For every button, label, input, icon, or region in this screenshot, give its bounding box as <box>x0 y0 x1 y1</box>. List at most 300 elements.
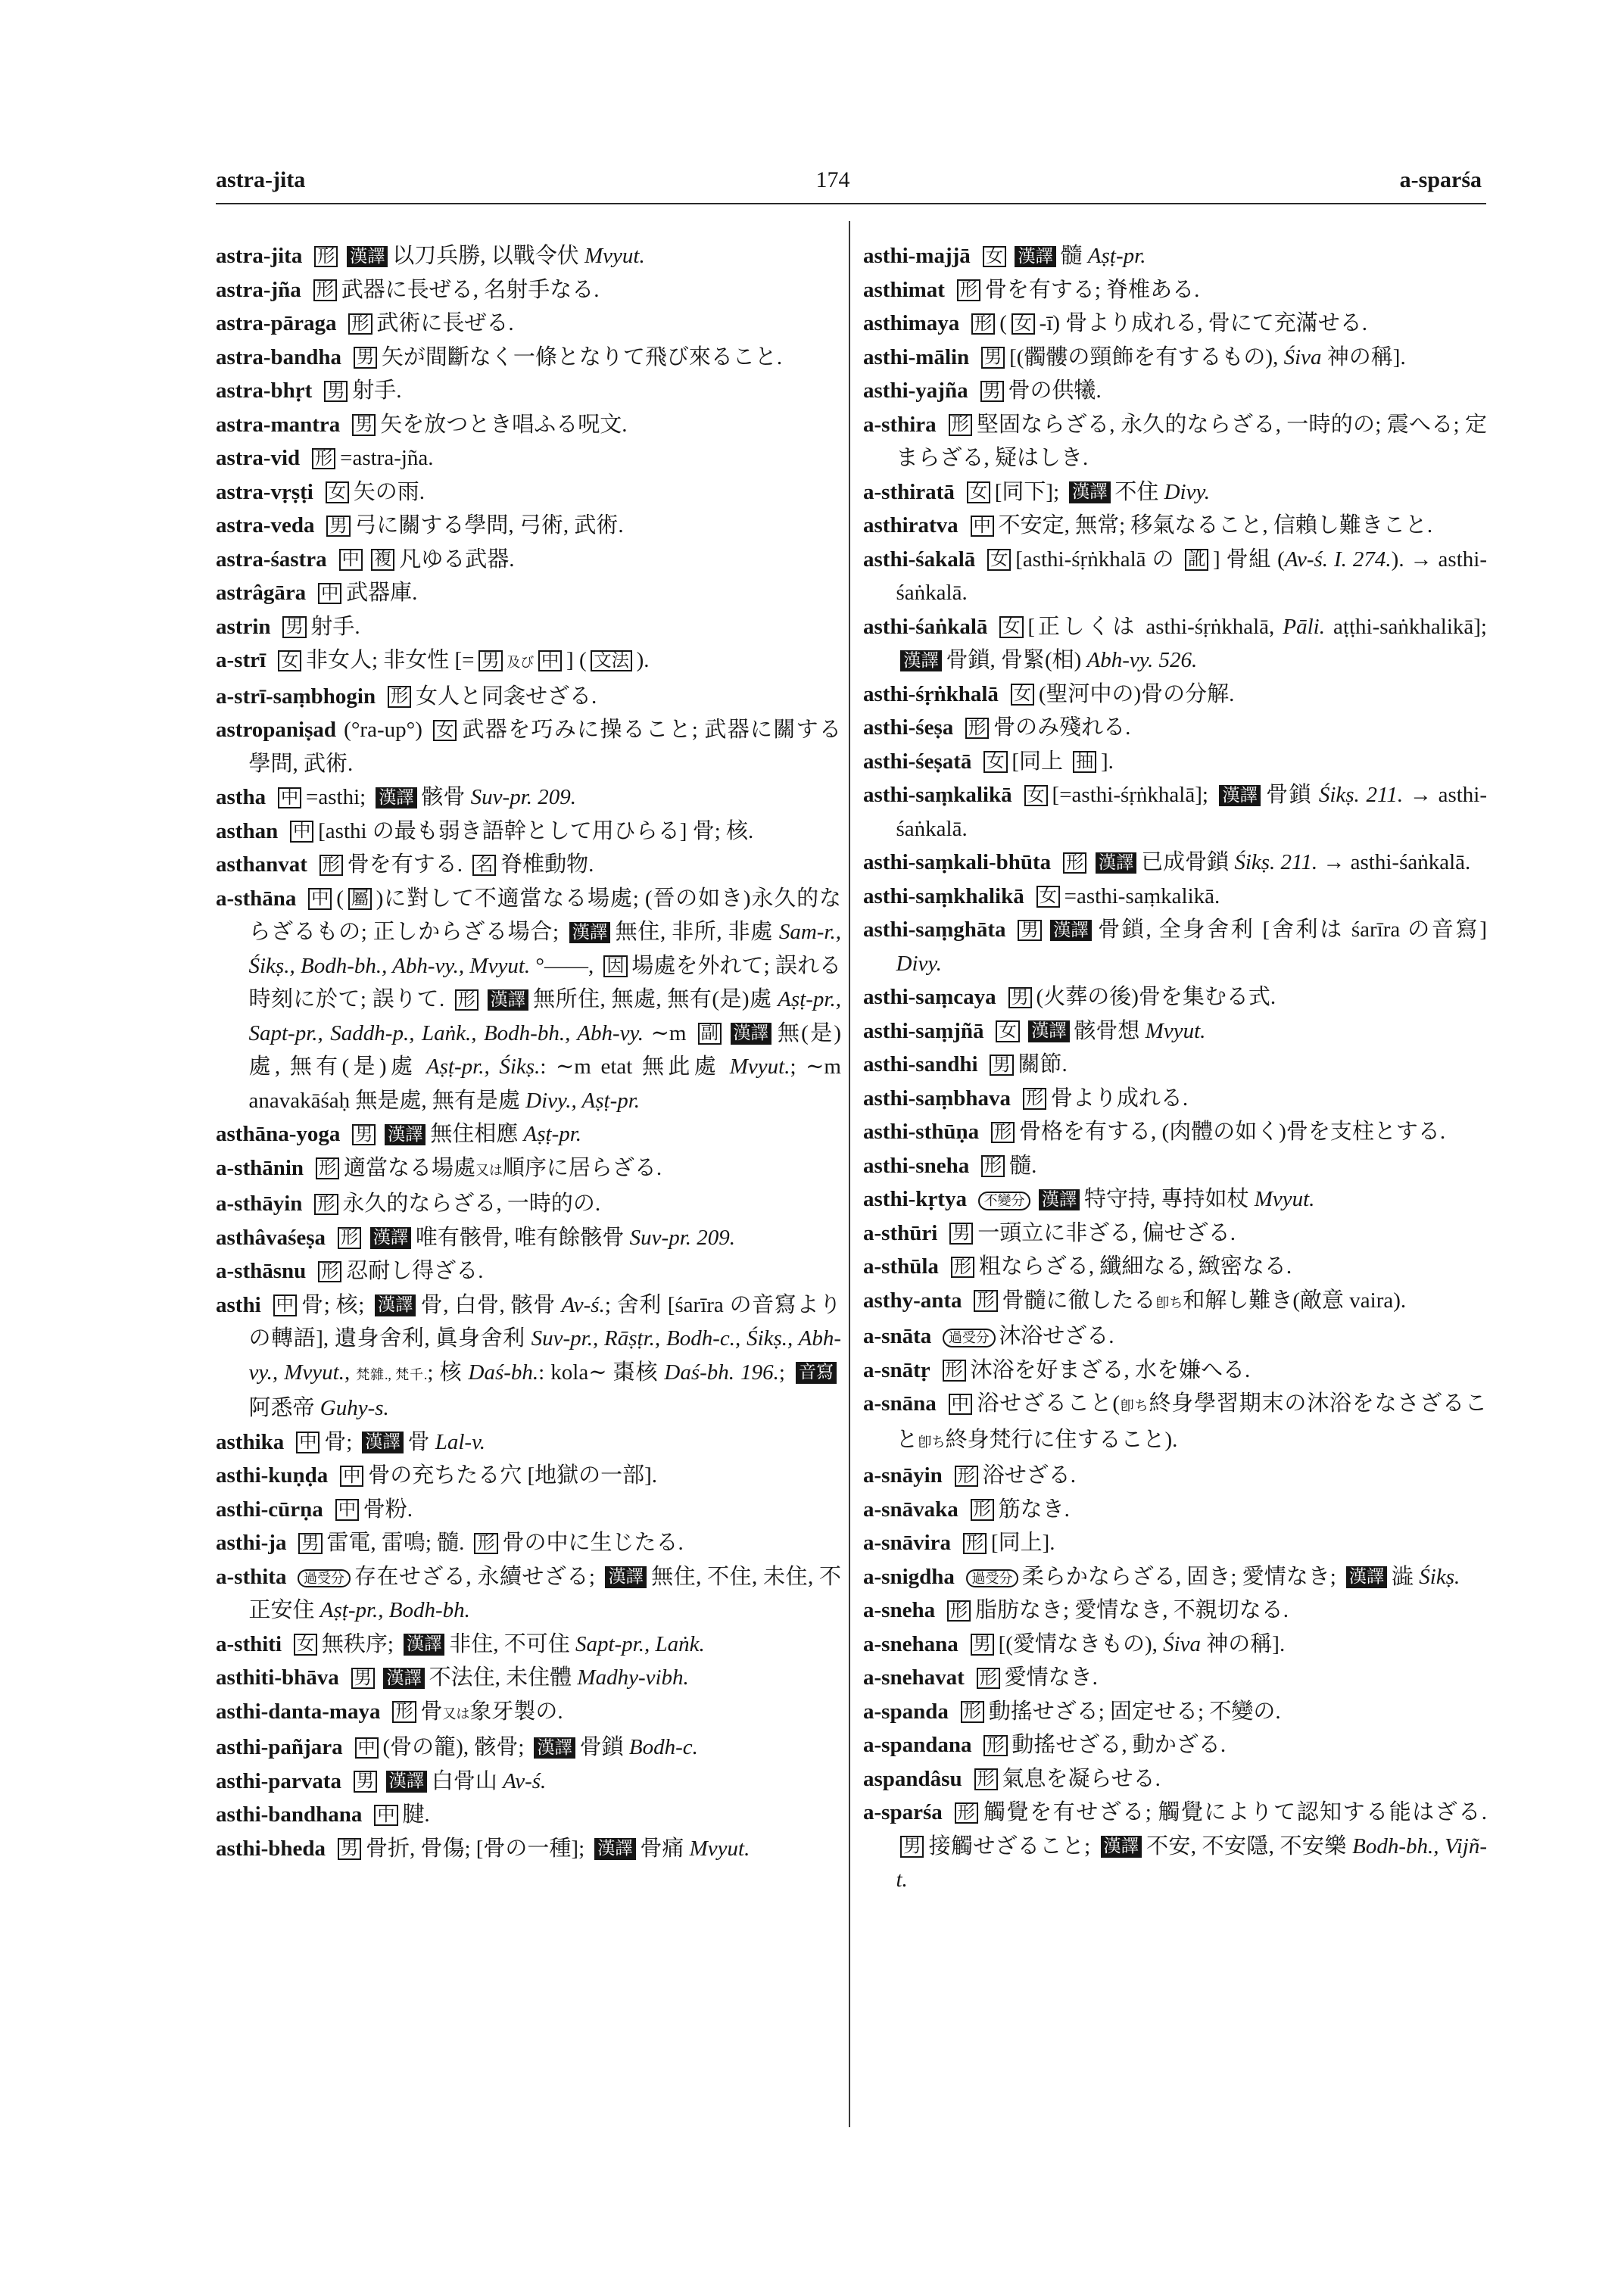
translation-tag: 音寫 <box>796 1362 837 1383</box>
grammar-tag: 因 <box>603 955 627 977</box>
headword: a-spandana <box>863 1733 972 1757</box>
source-citation: Śiva <box>1283 344 1322 369</box>
definition-text: 非住, 不可住 <box>449 1631 575 1656</box>
translation-tag: 漢譯 <box>1039 1189 1080 1210</box>
dictionary-entry <box>216 543 841 577</box>
definition-text: 不安, 不安隱, 不安樂 <box>1146 1833 1353 1858</box>
headword: astra-bandha <box>216 344 341 369</box>
source-citation: Bodh-bh., Vijñ-t. <box>896 1833 1487 1892</box>
grammar-tag: 女 <box>996 1020 1019 1042</box>
headword: a-spanda <box>863 1699 949 1724</box>
grammar-tag: 女 <box>326 481 349 503</box>
definition-text: 沐浴せざる. <box>999 1324 1114 1348</box>
source-citation: Sam-r., Śikṣ., Bodh-bh., Abh-vy., Mvyut. <box>248 920 841 978</box>
headword: asthi-saṃcaya <box>863 985 996 1009</box>
definition-text: 觸覺を有せざる; 觸覺によりて認知する能はざる. <box>982 1800 1487 1824</box>
translation-tag: 漢譯 <box>1101 1836 1142 1857</box>
definition-text: 筋なき. <box>998 1497 1070 1522</box>
headword: asthi-saṃkali-bhūta <box>863 850 1052 874</box>
definition-text: 接觸せざること; <box>928 1833 1096 1858</box>
source-citation: Av-ś. I. 274. <box>1284 547 1392 572</box>
dictionary-entry <box>863 980 1487 1014</box>
definition-text: 骨格を有する, (肉體の如く)骨を支柱とする. <box>1019 1120 1446 1144</box>
grammar-tag: 過受分 <box>943 1329 996 1347</box>
headword: asthāna-yoga <box>216 1122 341 1146</box>
grammar-tag: 男 <box>980 381 1004 402</box>
dictionary-entry <box>216 815 841 849</box>
headword: a-sparśa <box>863 1800 943 1824</box>
dictionary-entry <box>863 543 1487 610</box>
definition-text: 骨 <box>407 1429 435 1454</box>
dictionary-entry <box>863 307 1487 341</box>
headword: asthi-śakalā <box>863 547 976 572</box>
translation-tag: 漢譯 <box>404 1634 444 1655</box>
grammar-tag: 形 <box>348 313 372 335</box>
grammar-tag: 中 <box>340 1466 363 1487</box>
headword: asthi-kuṇḍa <box>216 1463 329 1488</box>
grammar-tag: 男 <box>298 1533 322 1554</box>
definition-text: 武器庫. <box>346 581 418 605</box>
definition-text: 骨鎖 <box>579 1735 629 1759</box>
definition-text: 骨 <box>420 1699 443 1724</box>
headword: asthiti-bhāva <box>216 1665 339 1690</box>
headword: asthi-saṃkhalikā <box>863 883 1024 908</box>
dictionary-entry <box>216 1425 841 1460</box>
grammar-tag: 男 <box>478 650 502 671</box>
definition-text: 不法住, 未住體 <box>429 1665 578 1690</box>
grammar-tag: 中 <box>296 1432 320 1453</box>
translation-tag: 漢譯 <box>1069 481 1110 503</box>
definition-text: 象牙製の. <box>469 1699 563 1724</box>
grammar-tag: 女 <box>294 1634 317 1655</box>
definition-text: °——, <box>530 953 600 978</box>
dictionary-entry <box>863 1014 1487 1048</box>
header-rule <box>216 203 1486 204</box>
dictionary-entry <box>216 341 841 375</box>
grammar-tag: 形 <box>981 1155 1005 1176</box>
dictionary-entry <box>216 1560 841 1628</box>
headword: astha <box>216 785 267 809</box>
definition-text: 骨鎖, 全身舍利 [舍利は śarīra の音寫] <box>1096 918 1487 942</box>
dictionary-entry <box>216 1151 841 1188</box>
dictionary-entry <box>216 1695 841 1731</box>
dictionary-entry <box>216 848 841 882</box>
grammar-tag: 訛 <box>1185 549 1208 570</box>
definition-text: [(髑髏の頸飾を有するもの), <box>1009 344 1284 369</box>
dictionary-entry <box>863 1493 1487 1527</box>
inline-note: 卽ち <box>1155 1294 1183 1310</box>
definition-text: 骨の中に生じたる. <box>502 1531 684 1555</box>
source-citation: Abh-vy. 526. <box>1086 648 1198 672</box>
definition-text: 矢を放つとき唱ふる呪文. <box>380 412 628 437</box>
dictionary-entry <box>216 1661 841 1695</box>
definition-text: 武術に長ぜる. <box>376 311 514 335</box>
definition-text: 特守持, 專持如杖 <box>1083 1187 1255 1211</box>
dictionary-entry <box>863 1048 1487 1082</box>
grammar-tag: 形 <box>955 1802 978 1824</box>
dictionary-entry <box>216 713 841 780</box>
definition-text: ). <box>636 648 650 672</box>
dictionary-entry <box>863 1115 1487 1149</box>
definition-text: , <box>344 1360 357 1385</box>
dictionary-entry <box>863 880 1487 914</box>
source-citation: Divy. <box>1164 479 1211 504</box>
translation-tag: 漢譯 <box>362 1432 403 1453</box>
headword: astropaniṣad <box>216 718 337 742</box>
definition-text: ( <box>999 311 1007 335</box>
headword: asthi <box>216 1292 261 1317</box>
definition-text: 骨粉. <box>363 1497 413 1522</box>
headword: a-sthita <box>216 1564 287 1589</box>
headword: asthi-sandhi <box>863 1052 978 1076</box>
source-citation: Daś-bh. <box>468 1360 539 1385</box>
definition-text: 粗ならざる, 纖細なる, 緻密なる. <box>978 1254 1292 1279</box>
definition-text: 無住相應 <box>430 1122 524 1146</box>
definition-text: 骨の供犧. <box>1008 379 1102 403</box>
dictionary-entry <box>863 1695 1487 1729</box>
grammar-tag: 女 <box>1024 785 1048 806</box>
headword: a-snāvaka <box>863 1497 959 1522</box>
definition-text: 骨を有する; 脊椎ある. <box>984 277 1200 302</box>
source-citation: Divy., Aṣṭ-pr. <box>525 1088 641 1113</box>
definition-text: 骨折, 骨傷; [骨の一種]; <box>365 1836 591 1861</box>
dictionary-entry <box>863 1459 1487 1493</box>
definition-text: [(愛情なきもの), <box>998 1631 1164 1656</box>
grammar-tag: 形 <box>991 1122 1015 1143</box>
source-citation: Mvyut. <box>729 1055 790 1079</box>
definition-text: 神の稱]. <box>1321 344 1406 369</box>
definition-text: 骨髓に徹したる <box>1002 1288 1156 1313</box>
grammar-tag: 男 <box>352 1124 376 1145</box>
grammar-tag: 中 <box>290 821 313 842</box>
definition-text: 非女人; 非女性 [= <box>305 648 475 672</box>
dictionary-entry <box>216 610 841 644</box>
grammar-tag: 形 <box>961 1701 984 1722</box>
dictionary-entry <box>216 643 841 680</box>
translation-tag: 漢譯 <box>376 787 416 808</box>
grammar-tag: 形 <box>971 1499 994 1520</box>
definition-text: 骨鎖 <box>1264 783 1319 807</box>
definition-text: (骨の籠), 骸骨; <box>382 1735 530 1759</box>
source-citation: Mvyut. <box>1254 1187 1315 1211</box>
definition-text: 阿悉帝 <box>248 1396 320 1420</box>
definition-text: 澁 <box>1392 1564 1420 1589</box>
headword: a-sthāsnu <box>216 1259 307 1283</box>
grammar-tag: 形 <box>1063 852 1086 874</box>
grammar-tag: 形 <box>949 414 972 435</box>
grammar-tag: 名 <box>472 855 496 876</box>
grammar-tag: 形 <box>314 246 338 267</box>
definition-text: 忍耐し得ざる. <box>346 1259 484 1283</box>
definition-text: [同上 <box>1011 749 1069 774</box>
grammar-tag: 形 <box>474 1533 497 1554</box>
page-number: 174 <box>815 167 850 192</box>
dictionary-entry <box>216 1459 841 1493</box>
source-citation: Aṣṭ-pr., Śikṣ. <box>425 1055 541 1079</box>
headword: a-sthāna <box>216 886 297 911</box>
source-citation: Śikṣ. <box>1419 1564 1460 1589</box>
grammar-tag: 中 <box>949 1394 972 1415</box>
grammar-tag: 女 <box>983 751 1007 772</box>
dictionary-entry <box>216 1731 841 1765</box>
definition-text: 永久的ならざる, 一時的の. <box>342 1192 601 1216</box>
headword: a-sthānin <box>216 1155 304 1180</box>
headword: a-sthiratā <box>863 479 955 504</box>
definition-text: ; 核 <box>427 1360 469 1385</box>
headword: astra-vid <box>216 446 301 470</box>
translation-tag: 漢譯 <box>347 246 388 267</box>
grammar-tag: 複 <box>371 549 394 570</box>
headword: astra-veda <box>216 513 315 537</box>
dictionary-entry <box>863 913 1487 980</box>
definition-text: aṭṭhi-saṅkhalikā]; <box>1324 614 1487 639</box>
definition-text: 無住, 非所, 非處 <box>614 920 779 944</box>
headword: a-sthūla <box>863 1254 939 1279</box>
dictionary-entry <box>863 509 1487 543</box>
headword: asthi-ja <box>216 1531 287 1555</box>
headword: astra-śastra <box>216 547 327 572</box>
grammar-tag: 文法 <box>591 650 631 671</box>
dictionary-entry <box>216 408 841 442</box>
dictionary-entry <box>863 1284 1487 1320</box>
dictionary-entry <box>863 846 1487 880</box>
headword: asthi-sthūṇa <box>863 1120 980 1144</box>
dictionary-entry <box>863 1762 1487 1796</box>
definition-text: [同下]; <box>994 479 1065 504</box>
grammar-tag: 形 <box>316 1157 339 1179</box>
headword: astrin <box>216 614 271 639</box>
grammar-tag: 形 <box>318 1261 341 1282</box>
dictionary-entry <box>863 273 1487 307</box>
headword: asthi-saṃjñā <box>863 1018 984 1043</box>
dictionary-entry <box>216 1288 841 1425</box>
grammar-tag: 中 <box>308 888 332 909</box>
dictionary-entry <box>863 1250 1487 1284</box>
definition-text: 場處を外れて; 誤れる時刻に於て; 誤りて. <box>248 953 841 1011</box>
source-citation: Śiva <box>1163 1631 1202 1656</box>
dictionary-entry <box>216 1526 841 1560</box>
headword: a-sthāyin <box>216 1192 303 1216</box>
dictionary-entry <box>216 239 841 273</box>
headword: asthiratva <box>863 513 959 537</box>
translation-tag: 漢譯 <box>383 1668 424 1689</box>
definition-text: 無住, 不住, 未住, 不正安住 <box>248 1564 841 1622</box>
definition-text: → asthi-śaṅkalā. <box>1317 850 1471 874</box>
grammar-tag: 形 <box>943 1360 966 1381</box>
definition-text: 射手. <box>352 379 402 403</box>
definition-text: 骨より成れる. <box>1050 1086 1189 1111</box>
dictionary-entry <box>216 273 841 307</box>
translation-tag: 漢譯 <box>1219 785 1260 806</box>
translation-tag: 漢譯 <box>605 1566 646 1587</box>
dictionary-entry <box>216 780 841 815</box>
definition-text: 武器に長ぜる, 名射手なる. <box>341 277 600 302</box>
source-citation: Mvyut. <box>1145 1018 1206 1043</box>
dictionary-entry <box>216 576 841 610</box>
definition-text: 適當なる場處 <box>343 1155 475 1180</box>
headword: asthi-danta-maya <box>216 1699 381 1724</box>
dictionary-entry <box>863 1319 1487 1354</box>
grammar-tag: 男 <box>324 381 348 402</box>
definition-text: 順序に居らざる. <box>502 1155 662 1180</box>
dictionary-entry <box>216 1628 841 1662</box>
inline-note: 卽ち <box>1120 1398 1149 1413</box>
headword: astra-vṛṣṭi <box>216 479 313 504</box>
dictionary-entry <box>863 1661 1487 1695</box>
column-divider <box>849 221 850 2127</box>
dictionary-entry <box>863 678 1487 712</box>
translation-tag: 漢譯 <box>1050 920 1091 941</box>
definition-text: 骨鎖, 骨緊(相) <box>946 648 1087 672</box>
grammar-tag: 形 <box>977 1668 1000 1689</box>
definition-text: 氣息を凝らせる. <box>1002 1766 1161 1791</box>
translation-tag: 漢譯 <box>386 1771 427 1792</box>
headword: asthi-bandhana <box>216 1802 363 1827</box>
translation-tag: 漢譯 <box>1096 852 1136 874</box>
headword: a-snāyin <box>863 1463 943 1488</box>
definition-text: 關節. <box>1018 1052 1068 1076</box>
source-citation: Śikṣ. 211. <box>1318 783 1404 807</box>
definition-text: → asthi-śaṅkalā. <box>896 783 1487 841</box>
grammar-tag: 形 <box>392 1701 416 1722</box>
dictionary-entry <box>863 745 1487 779</box>
source-citation: Mvyut. <box>689 1836 750 1861</box>
grammar-tag: 形 <box>314 1194 338 1215</box>
dictionary-entry <box>863 1182 1487 1217</box>
definition-text: 矢の雨. <box>353 479 425 504</box>
grammar-tag: 女 <box>1011 313 1035 335</box>
definition-text: =asthi-saṃkalikā. <box>1064 883 1220 908</box>
headword: a-strī <box>216 648 267 672</box>
source-citation: Bodh-c. <box>628 1735 698 1759</box>
definition-text: 骨; <box>324 1429 358 1454</box>
grammar-tag: 中 <box>273 1294 297 1316</box>
source-citation: Suv-pr. 209. <box>470 785 577 809</box>
definition-text: 堅固ならざる, 永久的ならざる, 一時的の; 震へる; 定まらざる, 疑はしき. <box>896 412 1487 470</box>
definition-text: 動搖せざる; 固定せる; 不變の. <box>988 1699 1281 1724</box>
definition-text: (聖河中の)骨の分解. <box>1038 681 1235 706</box>
source-citation: Av-ś. <box>503 1768 547 1793</box>
definition-text: 弓に關する學問, 弓術, 武術. <box>354 513 624 537</box>
definition-text: 雷電, 雷鳴; 髓. <box>326 1531 470 1555</box>
dictionary-entry <box>863 1387 1487 1459</box>
headword: asthi-śeṣatā <box>863 749 972 774</box>
grammar-tag: 女 <box>1036 886 1060 907</box>
dictionary-entry <box>863 408 1487 475</box>
definition-text: 無所住, 無處, 無有(是)處 <box>532 987 778 1011</box>
headword: a-snigdha <box>863 1564 955 1589</box>
headword: asthan <box>216 818 279 843</box>
definition-text: : kola∼ 棗核 <box>538 1360 665 1385</box>
definition-text: 骨, 白骨, 骸骨 <box>420 1292 562 1317</box>
dictionary-entry <box>863 711 1487 745</box>
dictionary-entry <box>863 1217 1487 1251</box>
grammar-tag: 中 <box>339 549 363 570</box>
right-column <box>863 239 1487 1897</box>
dictionary-entry <box>863 1728 1487 1762</box>
inline-note: 又は <box>475 1162 503 1178</box>
translation-tag: 漢譯 <box>1028 1020 1069 1042</box>
headword: a-strī-saṃbhogin <box>216 684 376 709</box>
definition-text: 骨の充ちたる穴 [地獄の一部]. <box>368 1463 658 1488</box>
grammar-tag: 形 <box>313 279 337 301</box>
headword: asthi-śṛṅkhalā <box>863 681 999 706</box>
grammar-tag: 形 <box>983 1735 1007 1756</box>
grammar-tag: 男 <box>981 347 1005 368</box>
headword: asthi-sneha <box>863 1153 970 1178</box>
definition-text: 骨を有する. <box>347 852 469 877</box>
definition-text: 腱. <box>402 1802 430 1827</box>
headword: asthika <box>216 1429 285 1454</box>
definition-text: 動搖せざる, 動かざる. <box>1011 1733 1227 1757</box>
source-citation: Madhy-vibh. <box>577 1665 689 1690</box>
definition-text: 浴せざること( <box>976 1391 1121 1416</box>
headword: a-sthūri <box>863 1220 938 1245</box>
headword: asthi-saṃbhava <box>863 1086 1011 1111</box>
dictionary-entry <box>863 610 1487 678</box>
grammar-tag: 形 <box>974 1768 998 1790</box>
grammar-tag: 形 <box>965 718 989 739</box>
definition-text: [asthi の最も弱き語幹として用ひらる] 骨; 核. <box>318 818 754 843</box>
grammar-tag: 中 <box>278 787 301 808</box>
definition-text: ( <box>336 886 344 911</box>
definition-text: )に對して不適當なる場處; (晉の如き)永久的ならざるもの; 正しからざる場合; <box>248 886 841 944</box>
dictionary-entry <box>863 1526 1487 1560</box>
definition-text: 射手. <box>310 614 360 639</box>
inline-note: 及び <box>507 655 535 670</box>
definition-text: 柔らかならざる, 固き; 愛情なき; <box>1021 1564 1342 1589</box>
grammar-tag: 過受分 <box>966 1569 1019 1588</box>
dictionary-entry <box>863 341 1487 375</box>
grammar-tag: 中 <box>318 583 341 604</box>
grammar-tag: 男 <box>354 347 377 368</box>
grammar-tag: 中 <box>335 1499 359 1520</box>
grammar-tag: 女 <box>433 720 457 741</box>
translation-tag: 漢譯 <box>569 922 610 943</box>
headword: asthi-saṃkalikā <box>863 783 1012 807</box>
grammar-tag: 形 <box>455 989 478 1011</box>
grammar-tag: 形 <box>338 1227 361 1248</box>
translation-tag: 漢譯 <box>534 1737 575 1759</box>
running-head-last-entry: a-sparśa <box>1399 167 1482 192</box>
headword: astra-jita <box>216 244 303 268</box>
dictionary-entry <box>863 1628 1487 1662</box>
headword: asthi-bheda <box>216 1836 326 1861</box>
definition-text: 不安定, 無常; 移氣なること, 信賴し難きこと. <box>998 513 1433 537</box>
source-citation: Pāli. <box>1283 614 1325 639</box>
definition-text: [=asthi-śṛṅkhalā]; <box>1052 783 1215 807</box>
translation-tag: 漢譯 <box>375 1294 416 1316</box>
headword: asthi-parvata <box>216 1768 341 1793</box>
grammar-tag: 女 <box>999 616 1023 637</box>
headword: astra-jña <box>216 277 301 302</box>
grammar-tag: 女 <box>278 650 301 671</box>
definition-text: 髓 <box>1060 244 1088 268</box>
grammar-tag: 男 <box>326 516 350 537</box>
source-citation: Lal-v. <box>435 1429 486 1454</box>
source-citation: Aṣṭ-pr., Bodh-bh. <box>320 1598 470 1622</box>
inline-note: 卽ち <box>918 1434 946 1450</box>
headword: asthanvat <box>216 852 307 877</box>
headword: a-sneha <box>863 1598 936 1622</box>
definition-text: ] 骨組 ( <box>1213 547 1285 572</box>
grammar-tag: 男 <box>949 1223 973 1244</box>
dictionary-entry <box>863 239 1487 273</box>
source-citation: Aṣṭ-pr., Sapt-pr., Saddh-p., Laṅk., Bodh-bh., Abh-vy. <box>248 987 841 1045</box>
inline-note: 梵雜., 梵千. <box>356 1366 428 1382</box>
dictionary-entry <box>216 1493 841 1527</box>
definition-text: 脊椎動物. <box>500 852 594 877</box>
